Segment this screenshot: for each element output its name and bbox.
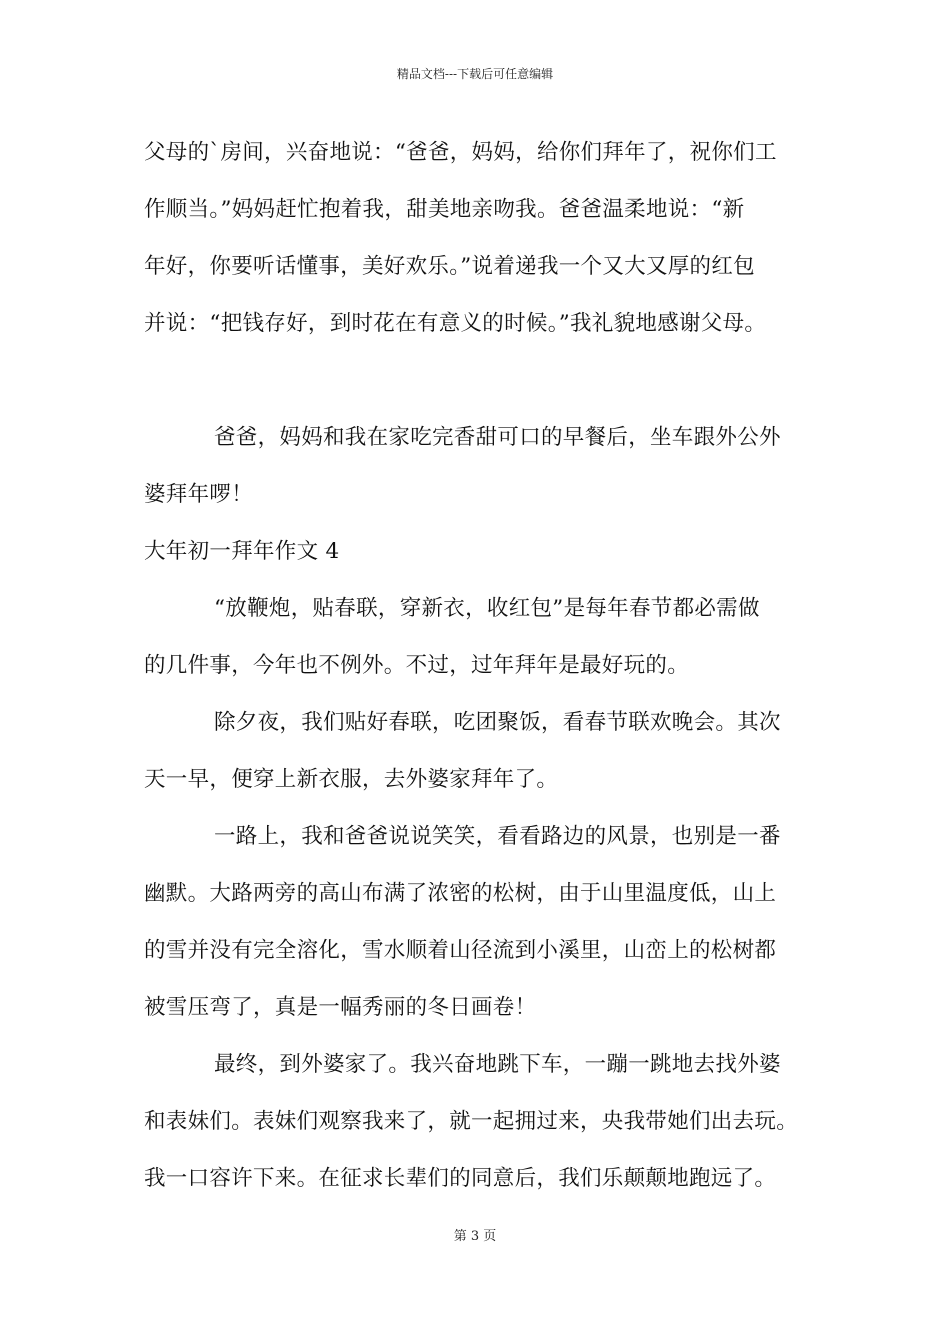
page-number: 第 3 页: [453, 1229, 497, 1244]
text-line: 除夕夜，我们贴好春联，吃团聚饭，看春节联欢晚会。其次: [214, 710, 781, 735]
text-line: 爸爸，妈妈和我在家吃完香甜可口的早餐后，坐车跟外公外: [214, 425, 781, 450]
page-header: 精品文档---下载后可任意编辑: [396, 67, 554, 81]
text-line: 婆拜年啰！: [144, 482, 254, 507]
text-line: 年好，你要听话懂事，美好欢乐。”说着递我一个又大又厚的红包: [144, 254, 755, 279]
text-line: 我一口容许下来。在征求长辈们的同意后，我们乐颠颠地跑远了。: [144, 1166, 777, 1191]
text-line: 作顺当。”妈妈赶忙抱着我，甜美地亲吻我。爸爸温柔地说：“新: [144, 197, 745, 222]
text-line: 并说：“把钱存好，到时花在有意义的时候。”我礼貌地感谢父母。: [144, 311, 767, 336]
text-line: 最终，到外婆家了。我兴奋地跳下车，一蹦一跳地去找外婆: [214, 1052, 781, 1077]
text-line: 幽默。大路两旁的高山布满了浓密的松树，由于山里温度低，山上: [144, 881, 777, 906]
text-line: 被雪压弯了，真是一幅秀丽的冬日画卷！: [144, 995, 537, 1020]
section-title: 大年初一拜年作文 4: [144, 539, 340, 564]
text-line: 的雪并没有完全溶化，雪水顺着山径流到小溪里，山峦上的松树都: [144, 938, 777, 963]
text-line: “放鞭炮，贴春联，穿新衣，收红包”是每年春节都必需做: [214, 596, 760, 621]
text-line: 的几件事，今年也不例外。不过，过年拜年是最好玩的。: [144, 653, 690, 678]
text-line: 和表妹们。表妹们观察我来了，就一起拥过来，央我带她们出去玩。: [144, 1109, 799, 1134]
text-line: 天一早，便穿上新衣服，去外婆家拜年了。: [144, 767, 559, 792]
text-line: 父母的`房间，兴奋地说：“爸爸，妈妈，给你们拜年了，祝你们工: [144, 140, 777, 165]
text-line: 一路上，我和爸爸说说笑笑，看看路边的风景，也别是一番: [214, 824, 781, 849]
